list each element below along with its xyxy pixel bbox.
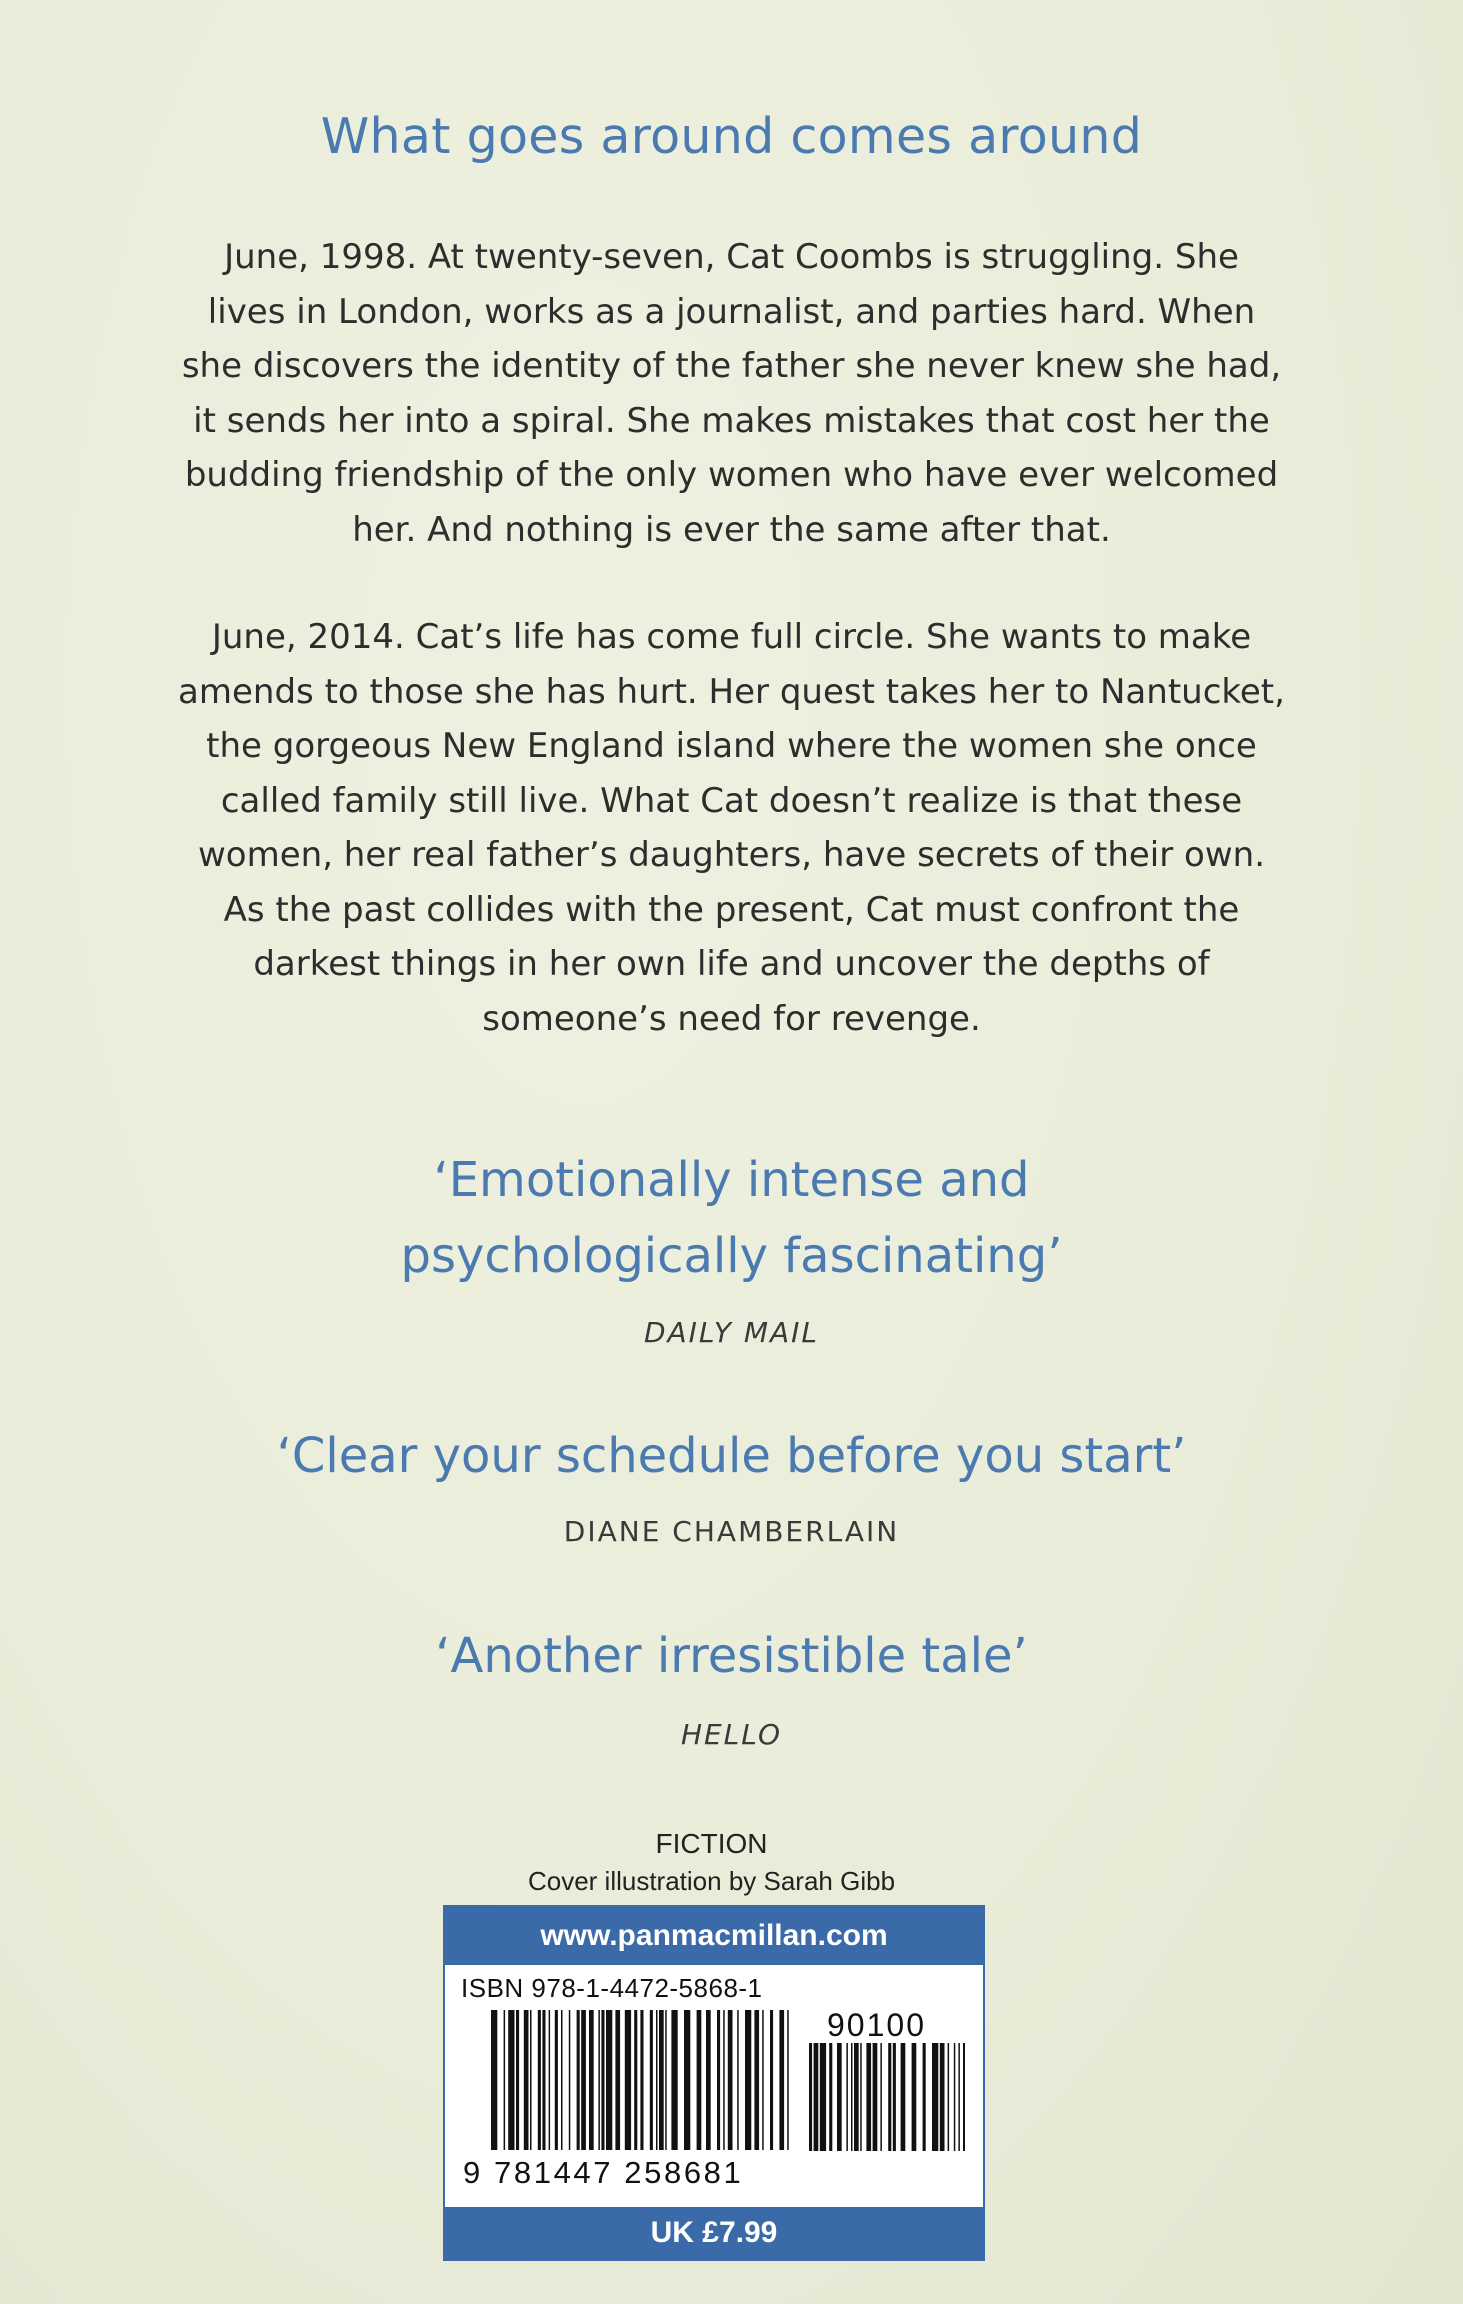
- price-label: UK £7.99: [445, 2207, 983, 2259]
- blurb-line: someone’s need for revenge.: [482, 998, 981, 1039]
- quote-source-2: DIANE CHAMBERLAIN: [563, 1515, 900, 1548]
- blurb-line: June, 1998. At twenty-seven, Cat Coombs is struggling. She: [224, 237, 1239, 277]
- blurb-line: budding friendship of the only women who have ever welcomed: [184, 455, 1279, 495]
- blurb-line: her. And nothing is ever the same after that.: [352, 509, 1111, 550]
- blurb-line: darkest things in her own life and uncover the depths of: [253, 944, 1210, 984]
- blurb-line: she discovers the identity of the father she never knew she had,: [181, 346, 1282, 386]
- quote-line: ‘Another irresistible tale’: [435, 1628, 1028, 1684]
- barcode-digits: 9 781447 258681: [463, 2155, 744, 2190]
- review-quote-3: [0, 1618, 1463, 1694]
- genre-label: FICTION: [655, 1828, 768, 1859]
- blurb-line: it sends her into a spiral. She makes mistakes that cost her the: [193, 400, 1270, 441]
- review-quote-2: [0, 1418, 1463, 1494]
- publisher-url[interactable]: www.panmacmillan.com: [445, 1907, 983, 1965]
- review-quote-1: [0, 1142, 1463, 1294]
- quote-source-1: DAILY MAIL: [643, 1316, 820, 1349]
- barcode-panel: [443, 1905, 985, 2261]
- blurb-line: lives in London, works as a journalist, and parties hard. When: [207, 291, 1256, 332]
- blurb-line: As the past collides with the present, Cat must confront the: [223, 889, 1240, 930]
- headline: What goes around comes around: [320, 108, 1143, 165]
- isbn-label: ISBN 978-1-4472-5868-1: [461, 1973, 763, 2003]
- barcode-bars: [491, 2010, 791, 2150]
- quote-line: ‘Emotionally intense and: [433, 1152, 1030, 1208]
- blurb-paragraph-1: [80, 230, 1383, 557]
- blurb-line: amends to those she has hurt. Her quest takes her to Nantucket,: [178, 671, 1285, 712]
- blurb-paragraph-2: [80, 610, 1383, 1046]
- blurb-line: women, her real father’s daughters, have secrets of their own.: [198, 835, 1265, 875]
- blurb-line: called family still live. What Cat doesn’t realize is that these: [220, 780, 1243, 821]
- cover-credit: Cover illustration by Sarah Gibb: [527, 1866, 896, 1896]
- blurb-line: June, 2014. Cat’s life has come full circle. She wants to make: [211, 617, 1252, 657]
- barcode-addon-number: 90100: [827, 2007, 926, 2043]
- barcode-addon-bars: [809, 2043, 965, 2151]
- quote-line: psychologically fascinating’: [400, 1228, 1063, 1284]
- blurb-line: the gorgeous New England island where the women she once: [206, 726, 1257, 766]
- quote-source-3: HELLO: [680, 1718, 783, 1751]
- quote-line: ‘Clear your schedule before you start’: [276, 1428, 1187, 1484]
